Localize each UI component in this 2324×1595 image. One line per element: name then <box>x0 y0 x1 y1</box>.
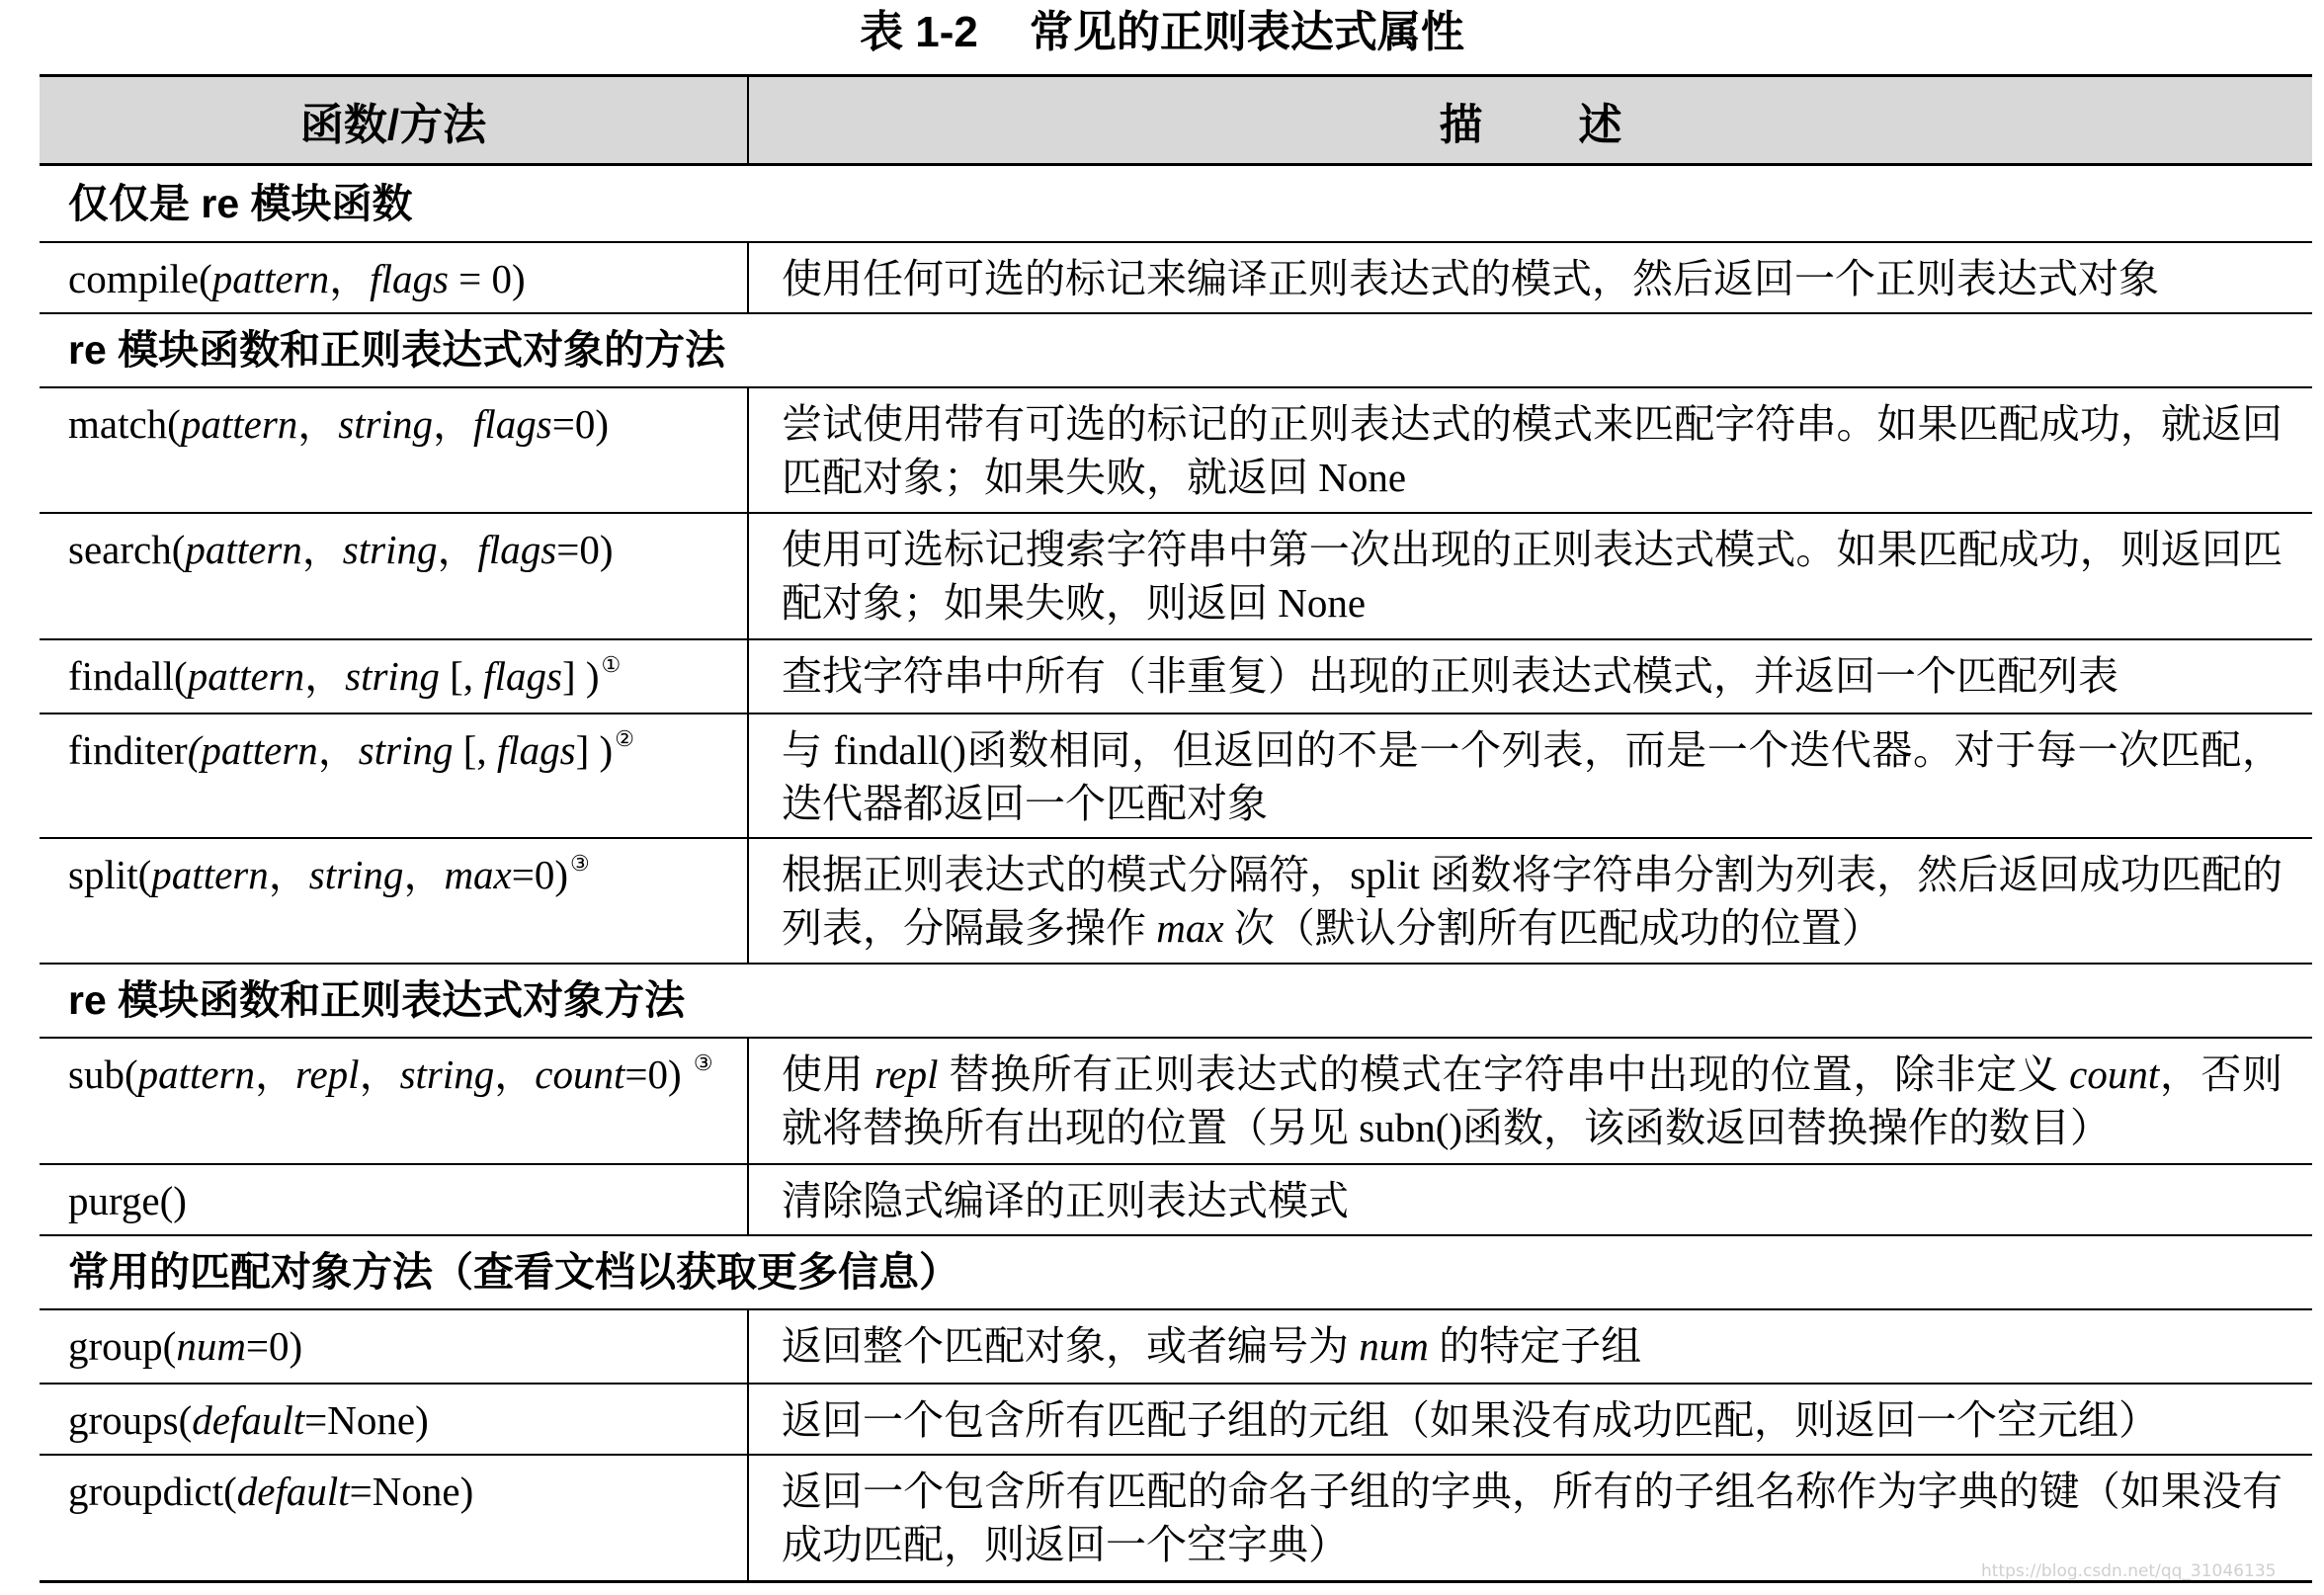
signature-text-part: [, <box>439 652 484 699</box>
signature-text-part: =0) <box>556 526 614 572</box>
function-description <box>748 838 2312 964</box>
signature-italic-part: string <box>338 400 433 447</box>
description-text-part: 返回一个包含所有匹配的命名子组的字典，所有的子组名称作为字典的键（如果没有成功匹配，则返回一个空字典） <box>782 1468 2282 1567</box>
header-description: 描述 <box>748 76 2312 165</box>
function-description <box>748 242 2312 313</box>
footnote-marker: ③ <box>693 1049 713 1075</box>
signature-italic-part: flags <box>483 652 562 699</box>
signature-text-part: ， <box>301 526 343 572</box>
signature-italic-part: max <box>444 851 512 897</box>
header-row <box>40 76 2312 165</box>
signature-text-part: ， <box>437 526 478 572</box>
function-signature <box>40 513 748 639</box>
signature-text-part: purge() <box>68 1177 187 1223</box>
function-signature <box>40 1455 748 1582</box>
section-title: 仅仅是 re 模块函数 <box>40 165 2312 242</box>
function-description <box>748 1164 2312 1235</box>
signature-text-part: compile( <box>68 255 212 301</box>
description-text-part: 返回一个包含所有匹配子组的元组（如果没有成功匹配，则返回一个空元组） <box>782 1396 2159 1443</box>
description-text-part: ，否则就将替换所有出现的位置（另见 subn()函数，该函数返回替换操作的数目） <box>782 1050 2283 1150</box>
signature-italic-part: repl <box>295 1050 360 1097</box>
signature-italic-part: flags <box>370 255 449 301</box>
signature-text-part: ， <box>359 1050 400 1097</box>
description-text-part: 替换所有正则表达式的模式在字符串中出现的位置，除非定义 <box>938 1050 2070 1097</box>
function-signature <box>40 639 748 714</box>
signature-text-part: findall( <box>68 652 188 699</box>
signature-text-part: match( <box>68 400 181 447</box>
description-text-part: 与 findall()函数相同，但返回的不是一个列表，而是一个迭代器。对于每一次匹配，迭代器都返回一个匹配对象 <box>782 726 2282 826</box>
section-title: re 模块函数和正则表达式对象的方法 <box>40 313 2312 387</box>
description-text-part: 的特定子组 <box>1428 1322 1642 1369</box>
function-description <box>748 387 2312 513</box>
entry-row <box>40 1455 2312 1582</box>
function-signature <box>40 714 748 838</box>
entry-row <box>40 1164 2312 1235</box>
watermark: https://blog.csdn.net/qq_31046135 <box>1981 1561 2277 1581</box>
signature-italic-part: count <box>535 1050 625 1097</box>
signature-italic-part: flags <box>472 400 552 447</box>
signature-italic-part: pattern <box>151 851 269 897</box>
description-text-part: 尝试使用带有可选的标记的正则表达式的模式来匹配字符串。如果匹配成功，就返回匹配对象；如果失败，就返回 None <box>782 400 2282 500</box>
signature-italic-part: num <box>176 1322 246 1369</box>
signature-text-part: ， <box>317 726 359 773</box>
signature-italic-part: default <box>192 1396 305 1443</box>
description-text-part: 使用可选标记搜索字符串中第一次出现的正则表达式模式。如果匹配成功，则返回匹配对象；如果失败，则返回 None <box>782 526 2282 626</box>
signature-text-part: =None) <box>304 1396 429 1443</box>
signature-text-part: group( <box>68 1322 177 1369</box>
signature-text-part: =0) <box>245 1322 303 1369</box>
signature-text-part: [, <box>453 726 497 773</box>
signature-text-part: =None) <box>349 1468 474 1514</box>
signature-text-part: ， <box>304 652 346 699</box>
signature-text-part: sub( <box>68 1050 138 1097</box>
signature-text-part: ] ) <box>561 652 600 699</box>
entry-row <box>40 242 2312 313</box>
section-row <box>40 964 2312 1038</box>
description-text-part: 使用 <box>782 1050 875 1097</box>
table-title: 常见的正则表达式属性 <box>1029 8 1464 56</box>
function-description <box>748 513 2312 639</box>
description-text-part: 次（默认分割所有匹配成功的位置） <box>1223 904 1882 951</box>
table-caption <box>0 6 2324 59</box>
entry-row <box>40 639 2312 714</box>
description-text-part: 根据正则表达式的模式分隔符，split 函数将字符串分割为列表，然后返回成功匹配的列表，分隔最多操作 <box>782 851 2282 951</box>
signature-italic-part: string <box>399 1050 495 1097</box>
signature-text-part: split( <box>68 851 152 897</box>
signature-text-part: ， <box>297 400 339 447</box>
function-description <box>748 714 2312 838</box>
signature-text-part: ， <box>432 400 473 447</box>
entry-row <box>40 1384 2312 1455</box>
signature-text-part: =0) <box>511 851 569 897</box>
entry-row <box>40 387 2312 513</box>
function-description <box>748 1309 2312 1384</box>
table-body <box>40 165 2312 1582</box>
signature-italic-part: pattern <box>180 400 298 447</box>
function-signature <box>40 1309 748 1384</box>
description-text-part: 返回整个匹配对象，或者编号为 <box>782 1322 1360 1369</box>
description-italic-part: count <box>2069 1050 2160 1097</box>
signature-text-part: ， <box>403 851 445 897</box>
entry-row <box>40 1309 2312 1384</box>
entry-row <box>40 838 2312 964</box>
description-text-part: 查找字符串中所有（非重复）出现的正则表达式模式，并返回一个匹配列表 <box>782 652 2118 699</box>
function-signature <box>40 838 748 964</box>
signature-text-part: ， <box>268 851 309 897</box>
footnote-marker: ① <box>601 651 622 677</box>
footnote-marker: ③ <box>570 850 590 876</box>
function-description <box>748 1038 2312 1164</box>
section-row <box>40 165 2312 242</box>
signature-text-part: ] ) <box>575 726 614 773</box>
signature-italic-part: pattern <box>137 1050 256 1097</box>
signature-italic-part: (pattern <box>187 726 318 773</box>
header-function-method: 函数/方法 <box>40 76 748 165</box>
footnote-marker: ② <box>615 725 634 751</box>
function-description <box>748 1384 2312 1455</box>
signature-text-part: groups( <box>68 1396 193 1443</box>
signature-italic-part: pattern <box>187 652 305 699</box>
description-text-part: 清除隐式编译的正则表达式模式 <box>782 1177 1349 1223</box>
signature-italic-part: string <box>342 526 438 572</box>
entry-row <box>40 1038 2312 1164</box>
signature-italic-part: flags <box>477 526 557 572</box>
function-signature <box>40 387 748 513</box>
function-signature <box>40 1384 748 1455</box>
entry-row <box>40 513 2312 639</box>
description-text-part: 使用任何可选的标记来编译正则表达式的模式，然后返回一个正则表达式对象 <box>782 255 2159 301</box>
function-signature <box>40 1164 748 1235</box>
signature-text-part: finditer <box>68 726 188 773</box>
signature-italic-part: pattern <box>185 526 302 572</box>
signature-italic-part: string <box>308 851 404 897</box>
signature-text-part: =0) <box>551 400 610 447</box>
entry-row <box>40 714 2312 838</box>
signature-italic-part: string <box>358 726 454 773</box>
signature-text-part: ， <box>494 1050 536 1097</box>
signature-text-part: = 0) <box>448 255 526 301</box>
regex-properties-table <box>40 74 2312 1583</box>
section-title: re 模块函数和正则表达式对象方法 <box>40 964 2312 1038</box>
signature-italic-part: pattern <box>211 255 330 301</box>
section-row <box>40 313 2312 387</box>
signature-text-part: =0) <box>624 1050 692 1097</box>
function-description <box>748 639 2312 714</box>
section-title: 常用的匹配对象方法（查看文档以获取更多信息） <box>40 1235 2312 1309</box>
signature-text-part: ， <box>255 1050 296 1097</box>
signature-italic-part: string <box>345 652 440 699</box>
description-italic-part: num <box>1359 1322 1429 1369</box>
signature-text-part: ， <box>329 255 371 301</box>
signature-italic-part: flags <box>496 726 576 773</box>
function-signature <box>40 242 748 313</box>
table-number: 表 1-2 <box>860 8 978 56</box>
section-row <box>40 1235 2312 1309</box>
function-signature <box>40 1038 748 1164</box>
description-italic-part: repl <box>874 1050 939 1097</box>
signature-italic-part: default <box>236 1468 350 1514</box>
signature-text-part: search( <box>68 526 186 572</box>
signature-text-part: groupdict( <box>68 1468 237 1514</box>
description-italic-part: max <box>1156 904 1224 951</box>
